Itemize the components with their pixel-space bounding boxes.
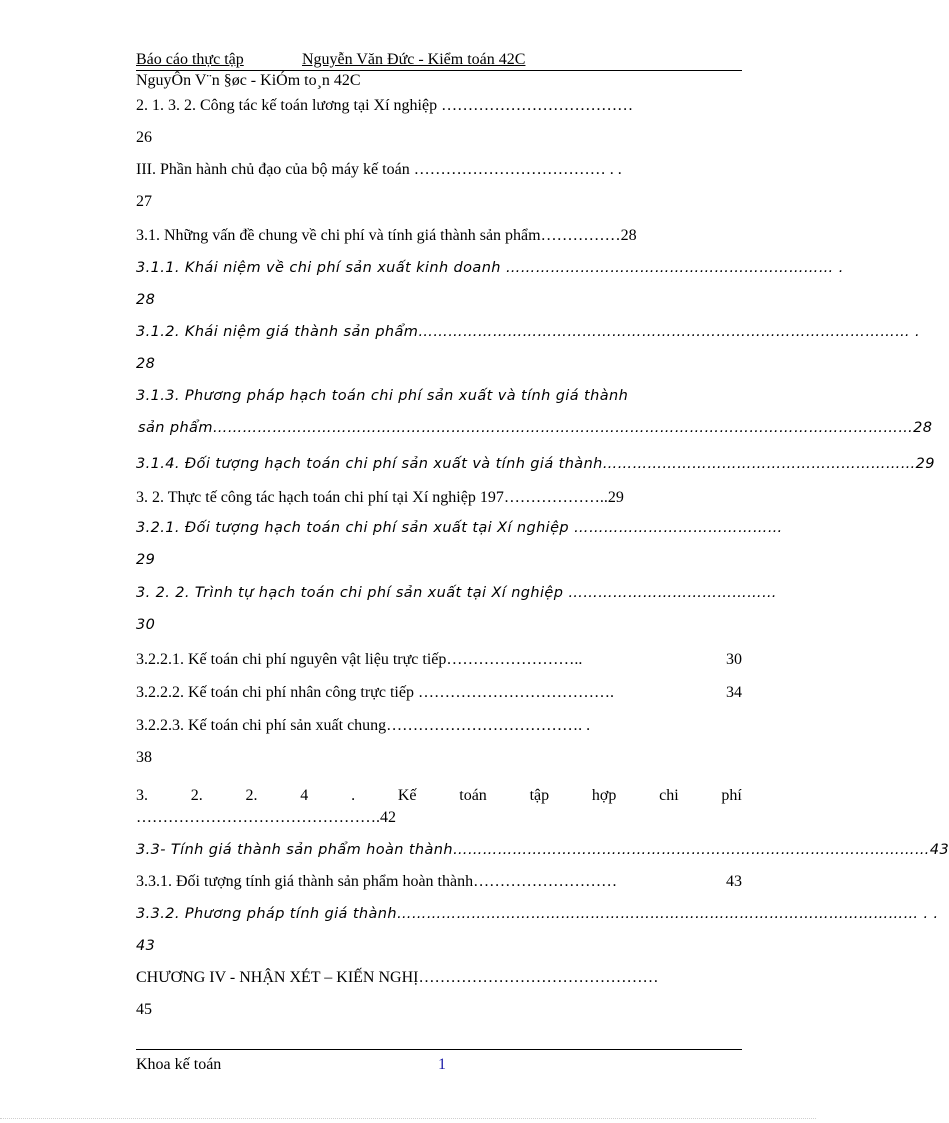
toc-entry-page: 43 <box>726 873 742 890</box>
toc-entry <box>136 650 742 670</box>
toc-entry-title: 3.3.2. Phương pháp tính giá thành…………………………………………………………………………………………… . . <box>136 906 939 922</box>
toc-entry <box>136 904 939 954</box>
toc-entry <box>136 258 844 308</box>
toc-entry-title: 3.1.2. Khái niệm giá thành sản phẩm……………………………………………………………………………………… . <box>136 324 921 340</box>
toc-entry-page: 28 <box>620 227 637 244</box>
toc-entry <box>136 786 742 826</box>
toc-entry-page: 42 <box>380 809 396 826</box>
toc-entry <box>136 518 783 568</box>
toc-entry-title: 3. 2. 2. Trình tự hạch toán chi phí sản xuất tại Xí nghiệp …………………………………… <box>136 585 777 601</box>
footer-department: Khoa kế toán <box>136 1056 222 1073</box>
toc-entry-page: 29 <box>915 456 935 472</box>
toc-entry-title: 3.3.1. Đối tượng tính giá thành sản phẩm hoàn thành……………………… <box>136 873 618 890</box>
toc-entry-page: 30 <box>136 617 156 633</box>
toc-entry-page: 34 <box>726 684 742 701</box>
toc-entry <box>136 454 935 474</box>
toc-entry-title: 3.1. Những vấn đề chung về chi phí và tính giá thành sản phẩm…………… <box>136 227 621 244</box>
toc-entry <box>136 488 742 508</box>
toc-entry-title: 3.1.1. Khái niệm về chi phí sản xuất kinh doanh ………………………………………………………… . <box>136 260 844 276</box>
toc-entry-page: 45 <box>136 1001 152 1018</box>
toc-entry-title: 3.3- Tính giá thành sản phẩm hoàn thành <box>136 842 453 858</box>
toc-entry <box>136 840 949 860</box>
toc-entry-page: 43 <box>929 842 949 858</box>
header-report-title: Báo cáo thực tập <box>136 51 244 68</box>
toc-entry-page: 29 <box>607 489 624 506</box>
toc-leader-dots: ……………………………………………………… <box>602 456 916 472</box>
toc-entry <box>136 322 921 372</box>
toc-entry-page: 27 <box>136 193 152 210</box>
toc-entry-title: 2. 1. 3. 2. Công tác kế toán lương tại Xí nghiệp ……………………………… <box>136 97 634 114</box>
toc-entry <box>136 226 742 246</box>
toc-entry-page: 28 <box>913 420 933 436</box>
toc-entry-title: CHƯƠNG IV - NHẬN XÉT – KIẾN NGHỊ……………………………………… <box>136 969 659 986</box>
toc-entry <box>136 872 742 892</box>
toc-entry-title: 3.2.2.2. Kế toán chi phí nhân công trực tiếp ………………………………. <box>136 684 614 701</box>
toc-entry <box>136 96 742 146</box>
footer-divider <box>136 1049 742 1050</box>
toc-entry <box>136 683 742 703</box>
toc-entry-title-continued: sản phẩm <box>138 420 213 436</box>
page-bottom-divider <box>0 1118 816 1119</box>
toc-entry <box>136 716 742 766</box>
toc-entry-title: 3.2.1. Đối tượng hạch toán chi phí sản xuất tại Xí nghiệp …………………………………… <box>136 520 783 536</box>
toc-entry-page: 38 <box>136 749 152 766</box>
toc-entry-title: 3.2.2.3. Kế toán chi phí sản xuất chung………………………………. . <box>136 717 591 734</box>
toc-entry-page: 29 <box>136 552 156 568</box>
toc-entry-page: 28 <box>136 356 156 372</box>
page-header <box>136 50 742 71</box>
toc-entry-title-continued: ……………………………………….42 <box>136 809 396 826</box>
toc-entry-page: 43 <box>136 938 156 954</box>
toc-entry <box>136 968 742 1018</box>
toc-entry-title: 3.1.3. Phương pháp hạch toán chi phí sản xuất và tính giá thành <box>136 388 629 404</box>
toc-entry <box>136 160 742 210</box>
toc-entry-page: 30 <box>726 651 742 668</box>
toc-entry <box>136 583 777 633</box>
toc-entry-title: 3.2.2.1. Kế toán chi phí nguyên vật liệu trực tiếp…………………….. <box>136 651 583 668</box>
toc-entry-page: 28 <box>136 292 156 308</box>
toc-entry-title: III. Phần hành chủ đạo của bộ máy kế toán ……………………………… . . <box>136 161 622 178</box>
toc-entry-title: 3. 2. Thực tế công tác hạch toán chi phí tại Xí nghiệp 197……………….. <box>136 489 608 506</box>
header-author: Nguyễn Văn Đức - Kiểm toán 42C <box>302 51 526 68</box>
toc-leader-dots: …………………………………………………………………………………… <box>453 842 930 858</box>
toc-entry <box>136 386 933 436</box>
toc-leader-dots: …………………………………………………………………………………………………………………………… <box>212 420 914 436</box>
toc-entry-title-justified: 3. 2. 2. 4 . Kế toán tập hợp chi phí <box>136 787 742 804</box>
toc-entry-title: 3.1.4. Đối tượng hạch toán chi phí sản xuất và tính giá thành <box>136 456 603 472</box>
header-garbled-author: NguyÔn V¨n §øc - KiÓm to¸n 42C <box>136 72 361 89</box>
toc-entry-page: 26 <box>136 129 152 146</box>
footer-page-number: 1 <box>438 1056 446 1073</box>
